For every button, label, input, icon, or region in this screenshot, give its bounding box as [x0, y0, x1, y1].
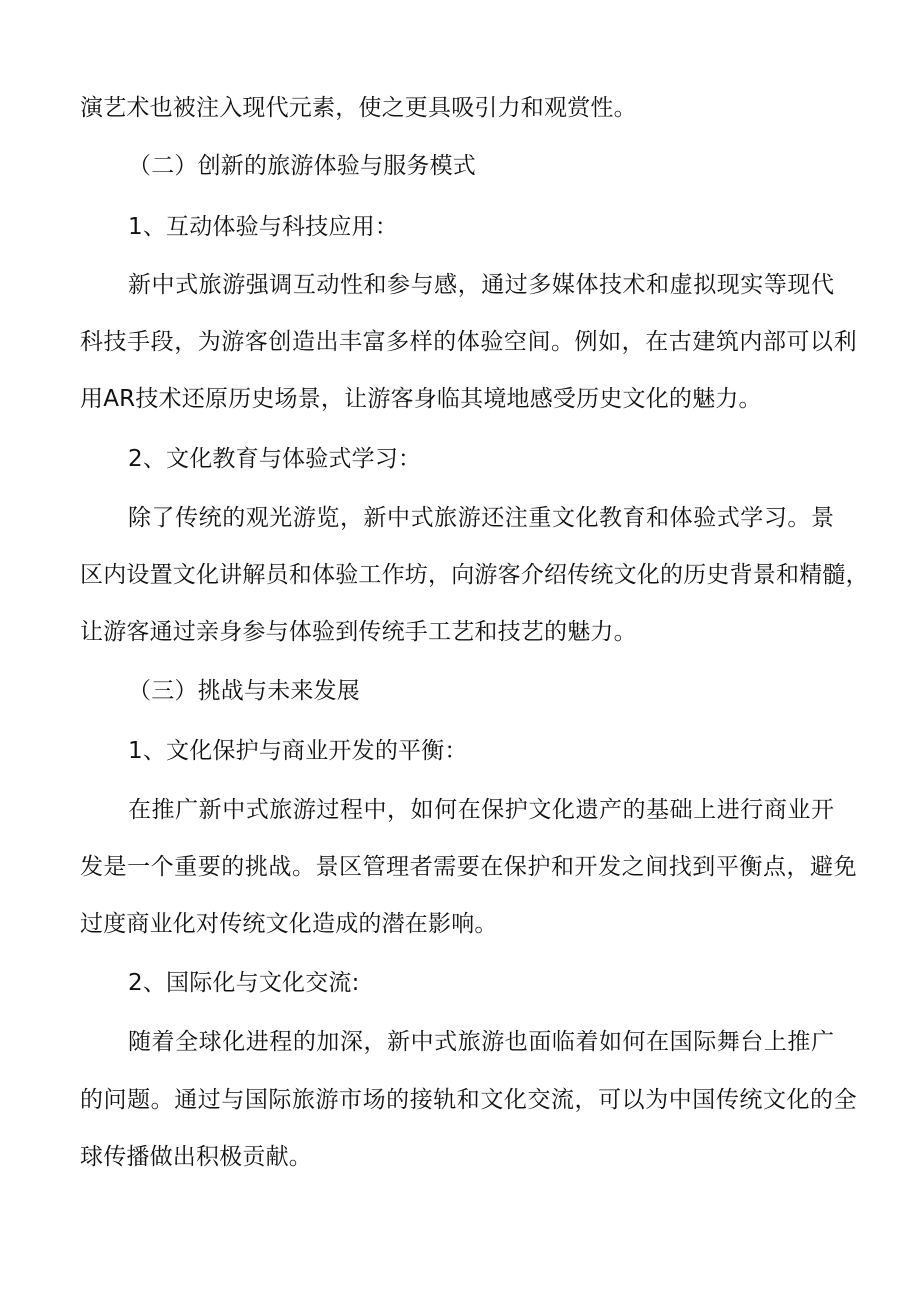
subsection-title-3-2: 2、国际化与文化交流: — [128, 970, 360, 996]
paragraph-line: 区内设置文化讲解员和体验工作坊，向游客介绍传统文化的历史背景和精髓， — [80, 562, 869, 588]
section-heading-2: （二）创新的旅游体验与服务模式 — [128, 153, 476, 179]
subsection-title-3-1: 1、文化保护与商业开发的平衡： — [128, 738, 468, 764]
continuation-line: 演艺术也被注入现代元素，使之更具吸引力和观赏性。 — [80, 95, 637, 121]
paragraph-line: 新中式旅游强调互动性和参与感，通过多媒体技术和虚拟现实等现代 — [128, 272, 835, 298]
paragraph-line: 用AR技术还原历史场景，让游客身临其境地感受历史文化的魅力。 — [80, 386, 762, 412]
paragraph-line: 过度商业化对传统文化造成的潜在影响。 — [80, 911, 498, 937]
paragraph-line: 的问题。通过与国际旅游市场的接轨和文化交流，可以为中国传统文化的全 — [80, 1087, 858, 1113]
subsection-title-2-2: 2、文化教育与体验式学习： — [128, 446, 422, 472]
section-heading-3: （三）挑战与未来发展 — [128, 678, 360, 704]
paragraph-line: 随着全球化进程的加深，新中式旅游也面临着如何在国际舞台上推广 — [128, 1029, 835, 1055]
paragraph-line: 除了传统的观光游览，新中式旅游还注重文化教育和体验式学习。景 — [128, 505, 835, 531]
paragraph-line: 科技手段，为游客创造出丰富多样的体验空间。例如，在古建筑内部可以利 — [80, 329, 858, 355]
paragraph-line: 在推广新中式旅游过程中，如何在保护文化遗产的基础上进行商业开 — [128, 797, 835, 823]
subsection-title-2-1: 1、互动体验与科技应用： — [128, 214, 399, 240]
paragraph-line: 球传播做出积极贡献。 — [80, 1144, 312, 1170]
paragraph-line: 让游客通过亲身参与体验到传统手工艺和技艺的魅力。 — [80, 619, 637, 645]
paragraph-line: 发是一个重要的挑战。景区管理者需要在保护和开发之间找到平衡点，避免 — [80, 854, 858, 880]
